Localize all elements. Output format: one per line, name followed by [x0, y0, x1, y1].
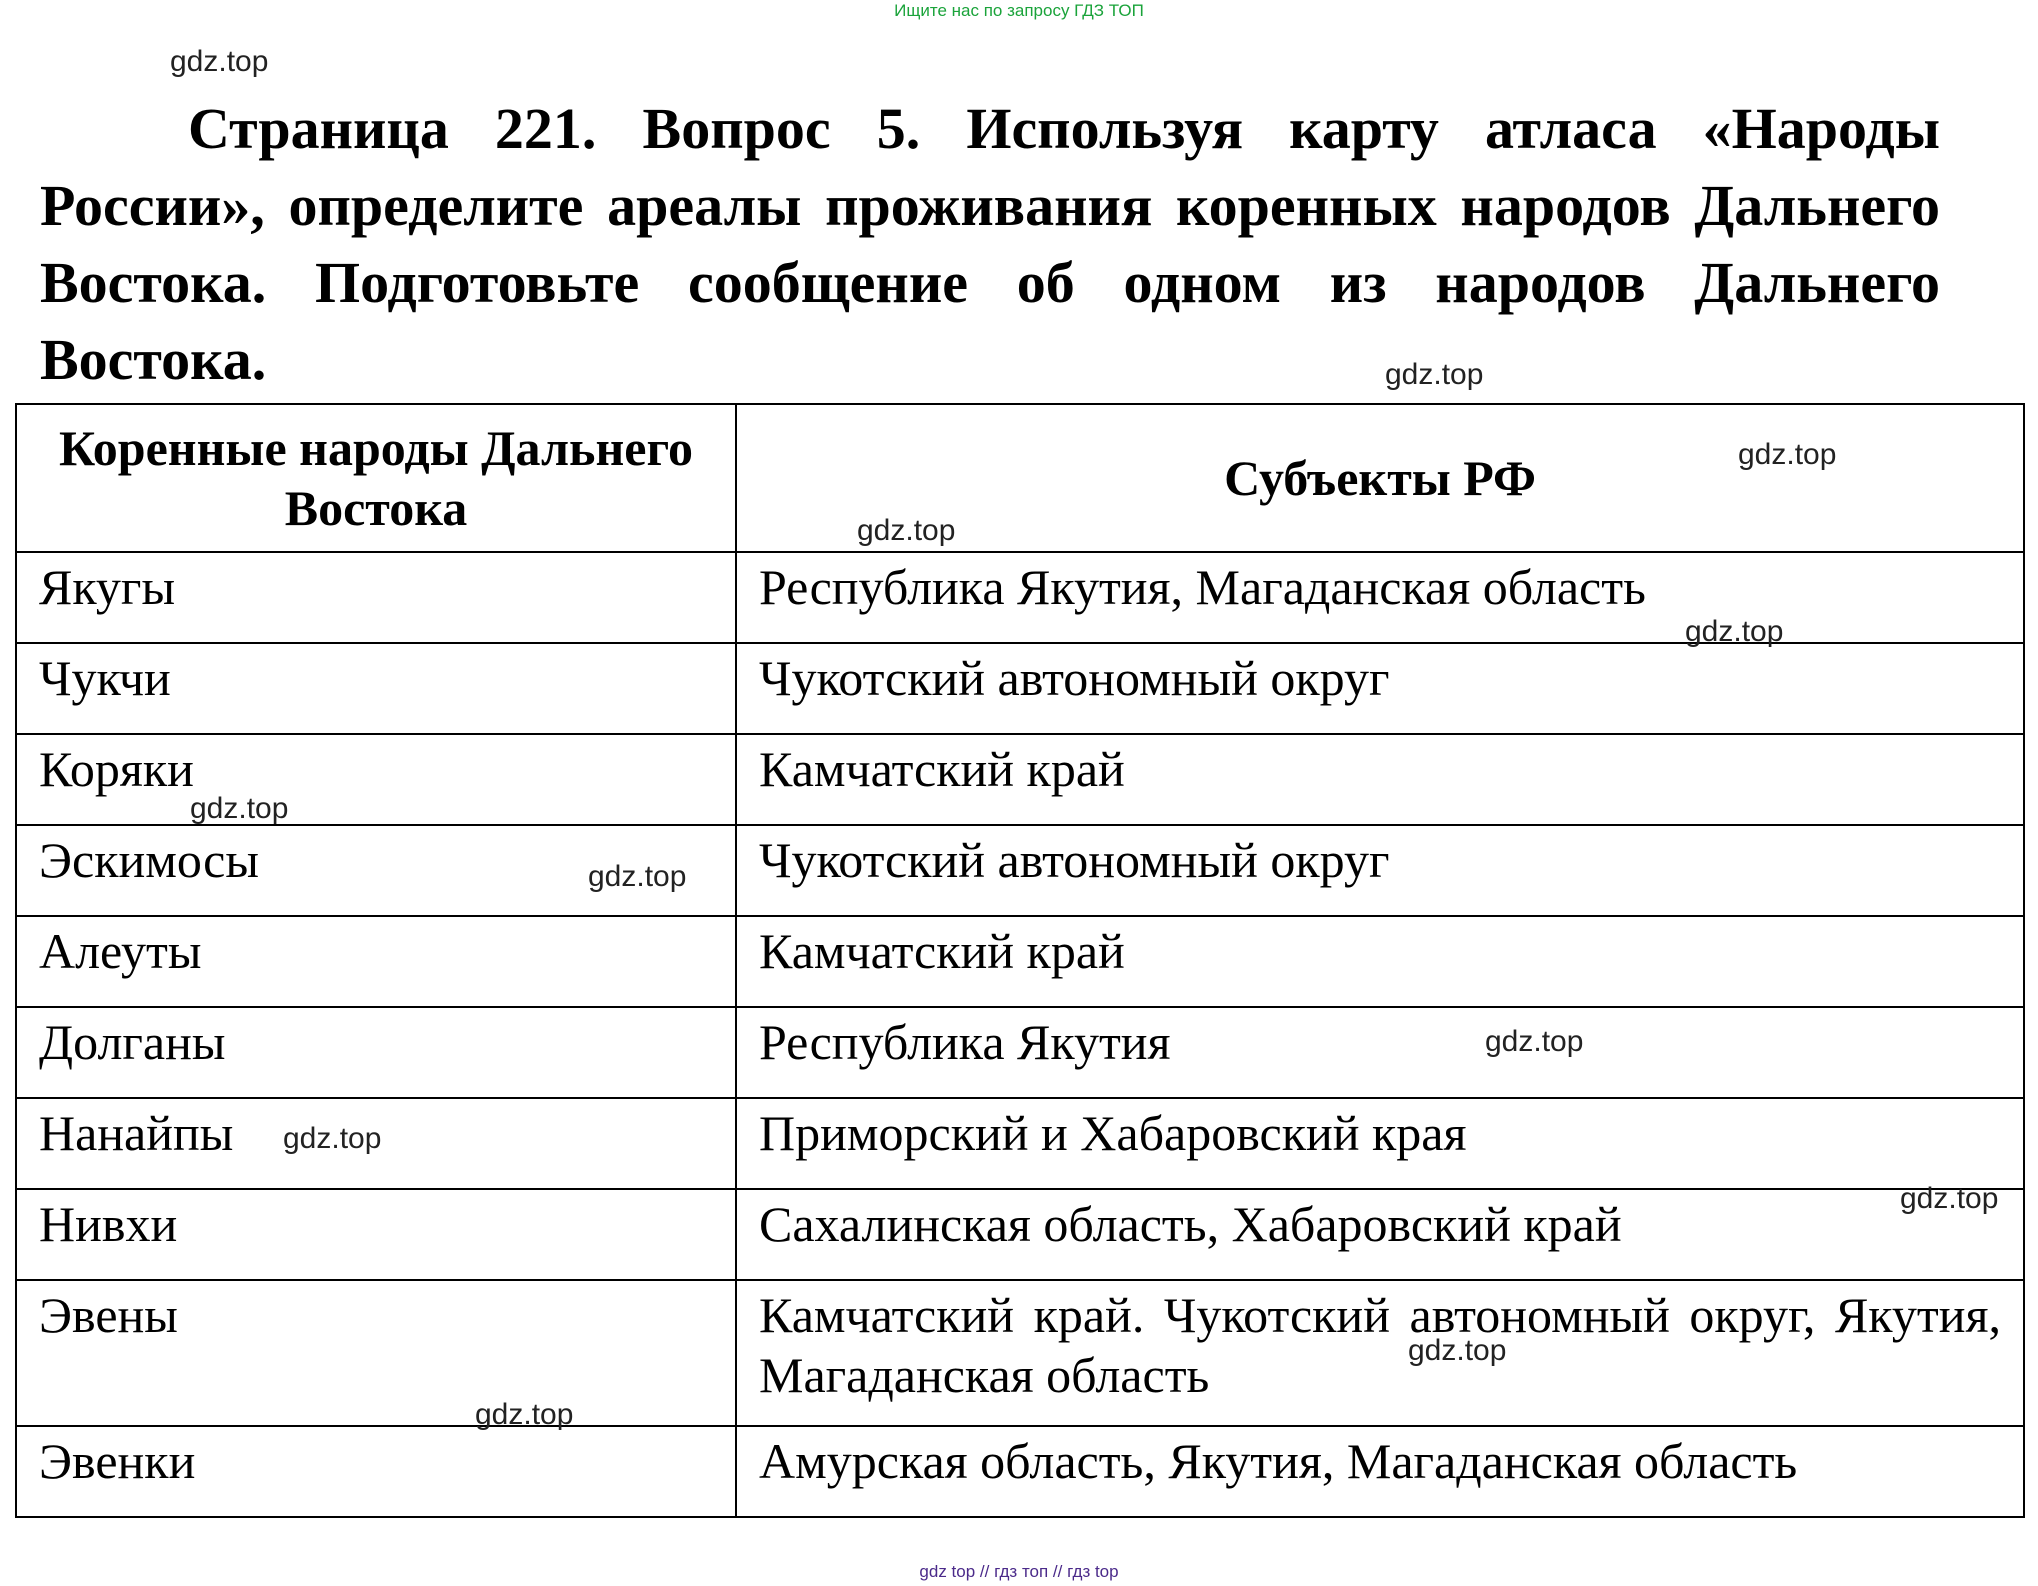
watermark-text: gdz.top [475, 1398, 574, 1431]
people-cell: Нивхи [16, 1189, 736, 1280]
watermark-text: gdz.top [1485, 1025, 1584, 1058]
table-row [16, 643, 2024, 734]
top-banner: Ищите нас по запросу ГДЗ ТОП [894, 1, 1144, 20]
people-cell: Алеуты [16, 916, 736, 1007]
watermark-text: gdz.top [170, 45, 269, 78]
people-cell: Коряки [16, 734, 736, 825]
table-row [16, 825, 2024, 916]
people-cell: Якугы [16, 552, 736, 643]
subject-cell: Камчатский край. Чукотский автономный округ, Якутия, Магаданская область [736, 1280, 2024, 1426]
subject-cell: Республика Якутия [736, 1007, 2024, 1098]
peoples-table [15, 403, 2025, 1518]
subject-cell: Амурская область, Якутия, Магаданская область [736, 1426, 2024, 1517]
subject-cell: Чукотский автономный округ [736, 643, 2024, 734]
watermark-text: gdz.top [1408, 1334, 1507, 1367]
table-row [16, 1189, 2024, 1280]
table-header-row [16, 404, 2024, 552]
watermark-text: gdz.top [588, 860, 687, 893]
watermark-text: gdz.top [1385, 358, 1484, 391]
table-row [16, 916, 2024, 1007]
watermark-text: gdz.top [190, 792, 289, 825]
people-cell: Эвены [16, 1280, 736, 1426]
bottom-banner: gdz top // гдз топ // гдз top [919, 1562, 1119, 1581]
header-subjects: Субъекты РФ [736, 404, 2024, 552]
subject-cell: Камчатский край [736, 916, 2024, 1007]
people-cell: Нанайпы [16, 1098, 736, 1189]
watermark-text: gdz.top [857, 514, 956, 547]
people-cell: Эскимосы [16, 825, 736, 916]
watermark-text: gdz.top [1738, 438, 1837, 471]
table-row [16, 1007, 2024, 1098]
subject-cell: Сахалинская область, Хабаровский край [736, 1189, 2024, 1280]
question-text: Страница 221. Вопрос 5. Используя карту атласа «Народы России», определите ареалы проживания коренных народов Дальнего Востока. Подготовьте сообщение об одном из народов Дальнего Востока. [40, 96, 1940, 392]
header-peoples: Коренные народы Дальнего Востока [16, 404, 736, 552]
subject-cell: Камчатский край [736, 734, 2024, 825]
table-row [16, 1426, 2024, 1517]
watermark-text: gdz.top [283, 1122, 382, 1155]
people-cell: Долганы [16, 1007, 736, 1098]
table-row [16, 1280, 2024, 1426]
subject-cell: Чукотский автономный округ [736, 825, 2024, 916]
people-cell: Чукчи [16, 643, 736, 734]
watermark-text: gdz.top [1900, 1182, 1999, 1215]
subject-cell: Приморский и Хабаровский края [736, 1098, 2024, 1189]
subject-cell: Республика Якутия, Магаданская область [736, 552, 2024, 643]
table-row [16, 734, 2024, 825]
watermark-text: gdz.top [1685, 615, 1784, 648]
people-cell: Эвенки [16, 1426, 736, 1517]
